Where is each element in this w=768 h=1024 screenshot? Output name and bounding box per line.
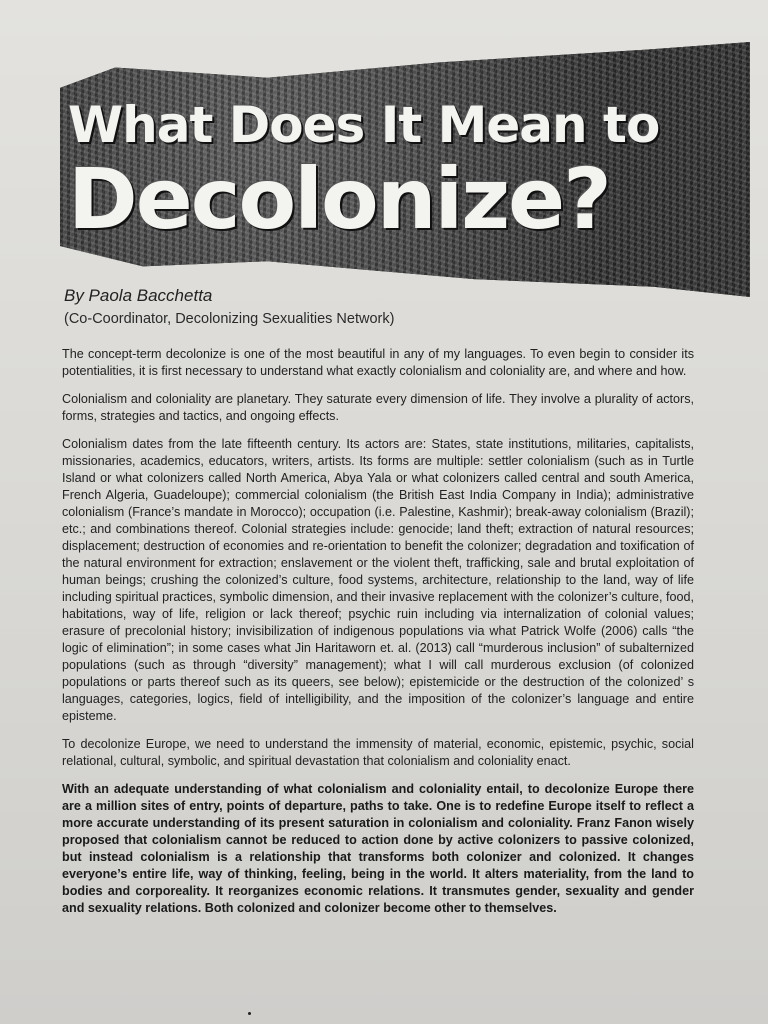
author-affiliation: (Co-Coordinator, Decolonizing Sexualities Network): [64, 311, 395, 327]
paragraph-3: Colonialism dates from the late fifteenth century. Its actors are: States, state institutions, militaries, capitalists, missionaries, academics, educators, writers, artists. Its forms are multiple: settler colonialism (such as in Turtle Island or what colonizers called North America, Abya Yala or what colonizers called central and south America, French Algeria, Guadeloupe); commercial colonialism (the British East India Company in India); administrative colonialism (France’s mandate in Morocco); occupation (i.e. Palestine, Kashmir); break-away colonialism (Brazil); etc.; and combinations thereof. Colonial strategies include: genocide; land theft; extraction of natural resources; displacement; destruction of economies and re-orientation to benefit the colonizer; degradation and toxification of the natural environment for extraction; enslavement or the violent theft, trafficking, sale and brutal exploitation of human beings; crushing the colonized’s culture, food systems, architecture, relationship to the land, way of life including spiritual practices, symbolic dimension, and their invasive replacement with the colonizer’s culture, food, habitations, way of life, religion or lack thereof; psychic ruin including via internalization of colonial values; erasure of precolonial history; invisibilization of indigenous populations via what Patrick Wolfe (2006) calls “the logic of elimination”; in some cases what Jin Haritaworn et. al. (2013) call “murderous inclusion” of subalternized populations (such as through “diversity” management); what I will call murderous exclusion (of colonized populations or parts thereof such as its queers, see below); epistemicide or the destruction of the colonized’ s languages, categories, logics, field of intelligibility, and the imposition of the colonizer’s language and entire episteme.: [62, 437, 694, 723]
print-speck: [248, 1012, 251, 1015]
page-title-line-1: What Does It Mean to: [68, 96, 660, 154]
paragraph-5: With an adequate understanding of what colonialism and coloniality entail, to decolonize Europe there are a million sites of entry, points of departure, paths to take. One is to redefine Europe itself to reflect a more accurate understanding of its present saturation in colonialism and coloniality. Franz Fanon wisely proposed that colonialism cannot be reduced to action done by active colonizers to passive colonized, but instead colonialism is a relationship that transforms both colonizer and colonized. It changes everyone’s entire life, way of thinking, feeling, being in the world. It alters materiality, from the land to bodies and corporeality. It reorganizes economic relations. It transmutes gender, sexuality and gender and sexuality relations. Both colonized and colonizer become other to themselves.: [62, 782, 694, 915]
paragraph-2: Colonialism and coloniality are planetary. They saturate every dimension of life. They involve a plurality of actors, forms, strategies and tactics, and ongoing effects.: [62, 392, 694, 423]
page-title-line-2: Decolonize?: [68, 150, 610, 248]
author-byline: By Paola Bacchetta: [64, 286, 213, 305]
article-body: [62, 346, 694, 928]
paragraph-1: The concept-term decolonize is one of the most beautiful in any of my languages. To even begin to consider its potentialities, it is first necessary to understand what exactly colonialism and coloniality are, and where and how.: [62, 347, 694, 378]
paragraph-4: To decolonize Europe, we need to understand the immensity of material, economic, epistemic, psychic, social relational, cultural, symbolic, and spiritual devastation that colonialism and coloniality enact.: [62, 737, 694, 768]
